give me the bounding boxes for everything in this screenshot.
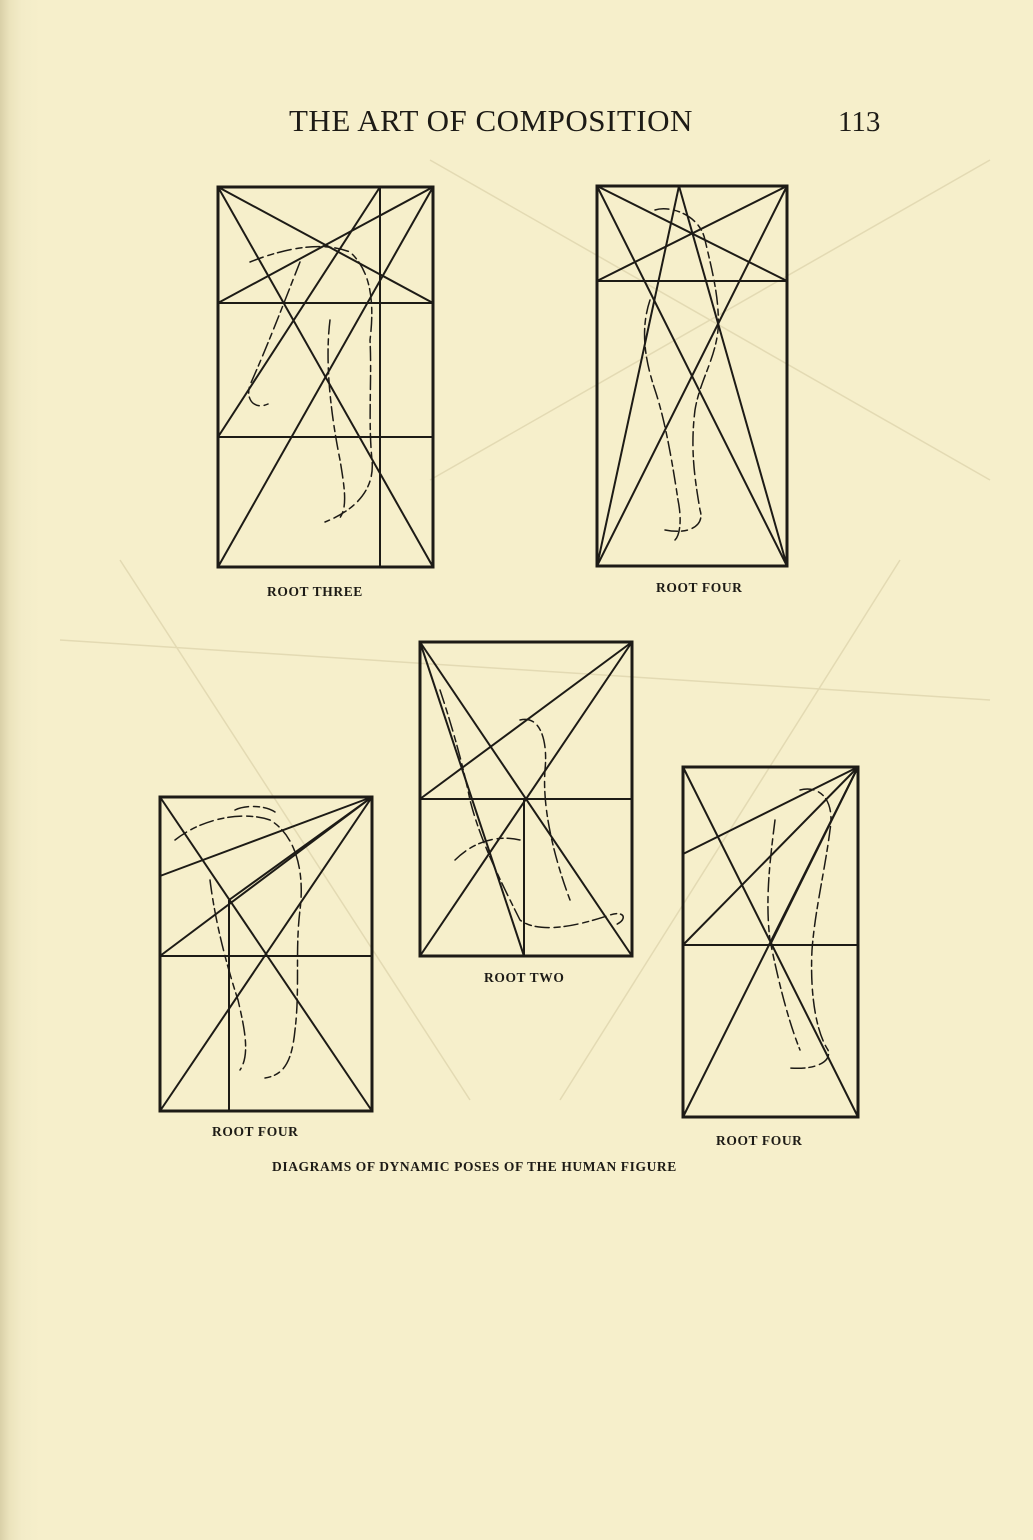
diagram-root-four-top bbox=[597, 186, 787, 566]
diagram-root-three bbox=[218, 187, 433, 567]
plate-caption: DIAGRAMS OF DYNAMIC POSES OF THE HUMAN FIGURE bbox=[272, 1159, 677, 1174]
figure-sketch bbox=[250, 247, 372, 522]
figure-label-root-four-right: ROOT FOUR bbox=[716, 1133, 803, 1148]
diagram-root-four-right bbox=[683, 767, 858, 1117]
figure-label-root-three: ROOT THREE bbox=[267, 584, 363, 599]
diagram-root-two bbox=[420, 642, 632, 956]
figure-label-root-four-top: ROOT FOUR bbox=[656, 580, 743, 595]
page-number: 113 bbox=[838, 106, 881, 138]
diagram-root-four-left bbox=[160, 797, 372, 1111]
bleed-through-lines bbox=[60, 160, 990, 1100]
running-head-title: THE ART OF COMPOSITION bbox=[289, 103, 693, 138]
figure-label-root-four-left: ROOT FOUR bbox=[212, 1124, 299, 1139]
figure-label-root-two: ROOT TWO bbox=[484, 970, 565, 985]
figure-sketch bbox=[175, 816, 301, 1078]
